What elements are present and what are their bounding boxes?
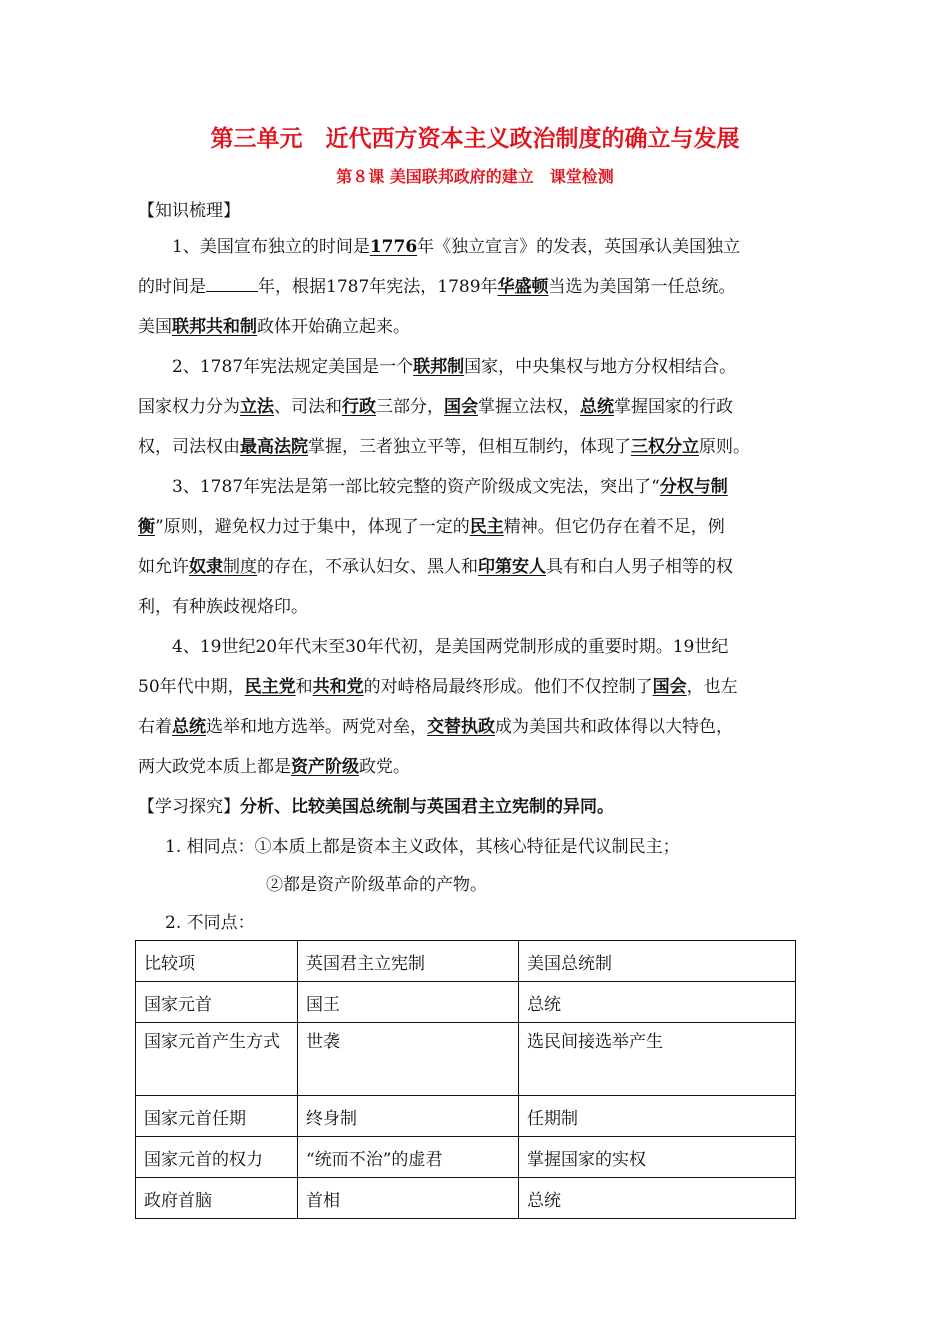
paragraph-2-line-3: 权，司法权由最高法院掌握，三者独立平等，但相互制约，体现了三权分立原则。 [138,437,750,457]
table-row: 国家元首的权力 “统而不治”的虚君 掌握国家的实权 [136,1137,796,1178]
comparison-table [135,940,796,1219]
table-row: 政府首脑 首相 总统 [136,1178,796,1219]
paragraph-4-line-1: 4、19世纪20年代末至30年代初，是美国两党制形成的重要时期。19世纪 [172,637,729,657]
paragraph-2-line-1: 2、1787年宪法规定美国是一个联邦制国家，中央集权与地方分权相结合。 [172,357,737,377]
paragraph-1-line-1: 1、美国宣布独立的时间是1776年《独立宣言》的发表，英国承认美国独立 [172,237,741,257]
paragraph-3-line-4: 利，有种族歧视烙印。 [138,597,308,617]
answer-1776: 1776 [369,237,418,257]
table-row: 国家元首任期 终身制 任期制 [136,1096,796,1137]
paragraph-3-line-2: 衡”原则，避免权力过于集中，体现了一定的民主精神。但它仍存在着不足，例 [138,517,725,537]
paragraph-4-line-4: 两大政党本质上都是资产阶级政党。 [138,757,410,777]
page-title: 第三单元 近代西方资本主义政治制度的确立与发展 [210,126,740,152]
similarities-line-2: ②都是资产阶级革命的产物。 [266,875,487,895]
paragraph-2-line-2: 国家权力分为立法、司法和行政三部分，国会掌握立法权，总统掌握国家的行政 [138,397,733,417]
table-header-cell: 英国君主立宪制 [298,941,519,982]
paragraph-3-line-3: 如允许奴隶制度的存在，不承认妇女、黑人和印第安人具有和白人男子相等的权 [138,557,733,577]
differences-label: 2. 不同点： [165,913,255,933]
fill-blank[interactable] [206,277,258,292]
answer-washington: 华盛顿 [497,277,549,297]
paragraph-1-line-3: 美国联邦共和制政体开始确立起来。 [138,317,410,337]
paragraph-4-line-3: 右着总统选举和地方选举。两党对垒，交替执政成为美国共和政体得以大特色， [138,717,733,737]
paragraph-4-line-2: 50年代中期，民主党和共和党的对峙格局最终形成。他们不仅控制了国会，也左 [138,677,738,697]
section-header-knowledge: 【知识梳理】 [138,201,240,221]
paragraph-1-line-2: 的时间是 年，根据1787年宪法，1789年华盛顿当选为美国第一任总统。 [138,277,736,297]
table-header-cell: 美国总统制 [519,941,796,982]
table-header-cell: 比较项 [136,941,298,982]
table-row: 国家元首产生方式 世袭 选民间接选举产生 [136,1023,796,1096]
answer-federal-republic: 联邦共和制 [172,317,257,337]
section-header-explore: 【学习探究】分析、比较美国总统制与英国君主立宪制的异同。 [138,797,614,817]
table-header-row [136,941,796,982]
table-row: 国家元首 国王 总统 [136,982,796,1023]
paragraph-3-line-1: 3、1787年宪法是第一部比较完整的资产阶级成文宪法，突出了“分权与制 [172,477,728,497]
page-subtitle: 第８课 美国联邦政府的建立 课堂检测 [336,167,614,186]
similarities-line-1: 1. 相同点：①本质上都是资本主义政体，其核心特征是代议制民主； [165,837,680,857]
